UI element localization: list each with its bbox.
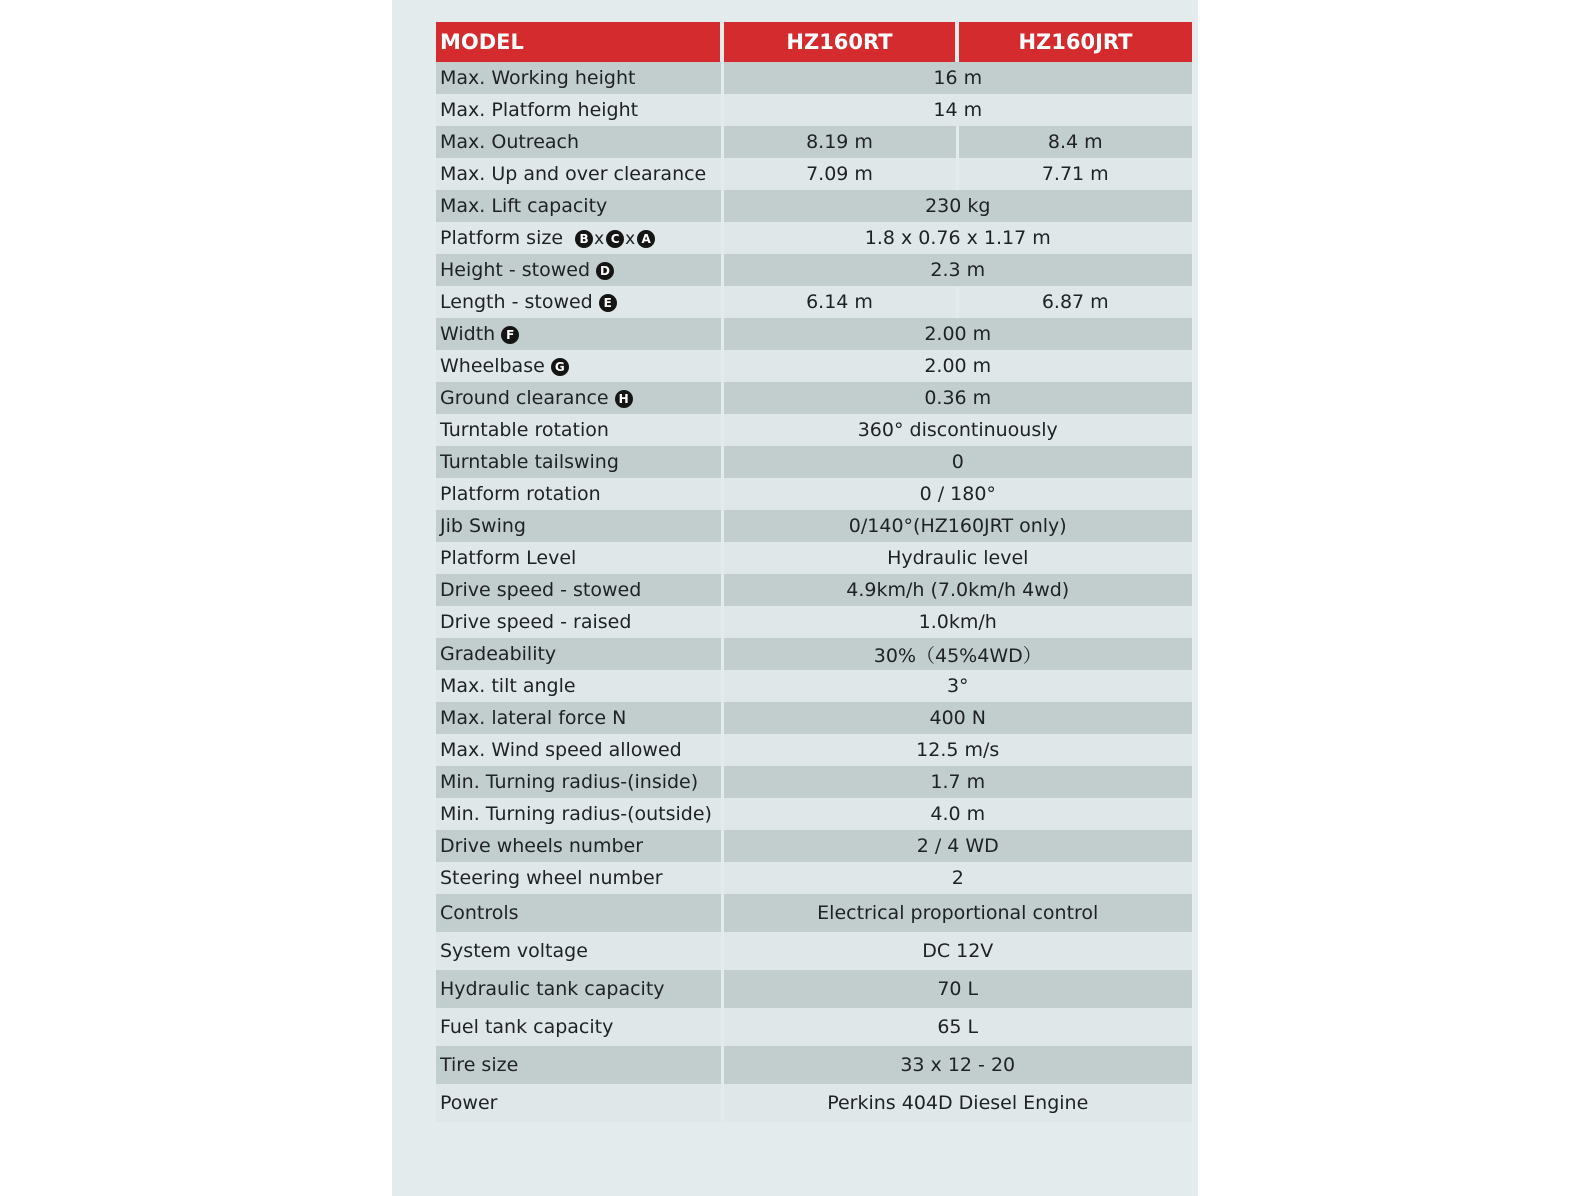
header-model-hz160jrt: HZ160JRT (957, 22, 1192, 62)
row-label: Tire size (436, 1046, 722, 1084)
table-row (436, 734, 1192, 766)
row-value: 1.0km/h (722, 606, 1192, 638)
table-row (436, 222, 1192, 254)
table-row (436, 510, 1192, 542)
row-label: Turntable tailswing (436, 446, 722, 478)
h-badge: H (615, 390, 633, 408)
table-row (436, 126, 1192, 158)
row-value: 2.3 m (722, 254, 1192, 286)
row-label: Turntable rotation (436, 414, 722, 446)
row-value: 65 L (722, 1008, 1192, 1046)
table-row (436, 542, 1192, 574)
row-value: 4.9km/h (7.0km/h 4wd) (722, 574, 1192, 606)
row-label: Platform Level (436, 542, 722, 574)
table-row (436, 574, 1192, 606)
row-label: Hydraulic tank capacity (436, 970, 722, 1008)
row-value: 4.0 m (722, 798, 1192, 830)
table-row (436, 286, 1192, 318)
row-label: Drive speed - stowed (436, 574, 722, 606)
row-value: 360° discontinuously (722, 414, 1192, 446)
table-row (436, 94, 1192, 126)
row-label: Max. Platform height (436, 94, 722, 126)
table-row (436, 1084, 1192, 1122)
row-label: Jib Swing (436, 510, 722, 542)
row-label: Power (436, 1084, 722, 1122)
row-label-cell (436, 222, 722, 254)
row-label: Drive wheels number (436, 830, 722, 862)
table-row (436, 932, 1192, 970)
row-value: 2 (722, 862, 1192, 894)
row-label: Min. Turning radius-(inside) (436, 766, 722, 798)
table-row (436, 606, 1192, 638)
row-label: Gradeability (436, 638, 722, 670)
table-row (436, 158, 1192, 190)
row-value: 400 N (722, 702, 1192, 734)
b-badge: B (575, 230, 593, 248)
row-label: Wheelbase (440, 355, 545, 377)
row-value-hz160rt: 8.19 m (722, 126, 957, 158)
row-label: Platform rotation (436, 478, 722, 510)
header-model: MODEL (436, 22, 722, 62)
table-row (436, 414, 1192, 446)
row-value: 2.00 m (722, 350, 1192, 382)
row-label: Fuel tank capacity (436, 1008, 722, 1046)
row-value-hz160rt: 6.14 m (722, 286, 957, 318)
table-row (436, 382, 1192, 414)
header-row (436, 22, 1192, 62)
table-row (436, 318, 1192, 350)
row-value: 0/140°(HZ160JRT only) (722, 510, 1192, 542)
table-row (436, 970, 1192, 1008)
row-value: 3° (722, 670, 1192, 702)
row-label: Max. lateral force N (436, 702, 722, 734)
row-value: 0.36 m (722, 382, 1192, 414)
table-row (436, 830, 1192, 862)
table-row (436, 638, 1192, 670)
row-value: 33 x 12 - 20 (722, 1046, 1192, 1084)
row-label-cell (436, 382, 722, 414)
table-row (436, 1008, 1192, 1046)
row-label: System voltage (436, 932, 722, 970)
row-value: DC 12V (722, 932, 1192, 970)
times-separator: x (625, 228, 636, 249)
row-label: Height - stowed (440, 259, 591, 281)
row-label: Ground clearance (440, 387, 609, 409)
table-row (436, 894, 1192, 932)
row-value-hz160jrt: 7.71 m (957, 158, 1192, 190)
row-label: Max. Wind speed allowed (436, 734, 722, 766)
row-label: Drive speed - raised (436, 606, 722, 638)
row-value: 14 m (722, 94, 1192, 126)
header-model-hz160rt: HZ160RT (722, 22, 957, 62)
row-value: Hydraulic level (722, 542, 1192, 574)
row-value: 2.00 m (722, 318, 1192, 350)
a-badge: A (637, 230, 655, 248)
row-value: Perkins 404D Diesel Engine (722, 1084, 1192, 1122)
table-row (436, 350, 1192, 382)
row-label-cell (436, 286, 722, 318)
row-value: 16 m (722, 62, 1192, 94)
row-value: 230 kg (722, 190, 1192, 222)
row-label: Controls (436, 894, 722, 932)
f-badge: F (501, 326, 519, 344)
row-value: 2 / 4 WD (722, 830, 1192, 862)
row-value-hz160rt: 7.09 m (722, 158, 957, 190)
row-value: 0 / 180° (722, 478, 1192, 510)
table-row (436, 798, 1192, 830)
row-value: 0 (722, 446, 1192, 478)
row-value: Electrical proportional control (722, 894, 1192, 932)
row-value-hz160jrt: 6.87 m (957, 286, 1192, 318)
table-row (436, 478, 1192, 510)
table-row (436, 1046, 1192, 1084)
row-label: Max. Up and over clearance (436, 158, 722, 190)
row-label-cell (436, 318, 722, 350)
e-badge: E (599, 294, 617, 312)
spec-table (436, 22, 1192, 1122)
g-badge: G (551, 358, 569, 376)
row-value: 1.8 x 0.76 x 1.17 m (722, 222, 1192, 254)
row-label: Steering wheel number (436, 862, 722, 894)
row-value: 70 L (722, 970, 1192, 1008)
table-row (436, 862, 1192, 894)
table-row (436, 62, 1192, 94)
row-value-hz160jrt: 8.4 m (957, 126, 1192, 158)
row-label: Width (440, 323, 496, 345)
c-badge: C (606, 230, 624, 248)
table-row (436, 766, 1192, 798)
table-row (436, 446, 1192, 478)
row-label: Length - stowed (440, 291, 593, 313)
row-label: Max. tilt angle (436, 670, 722, 702)
d-badge: D (596, 262, 614, 280)
row-label-cell (436, 254, 722, 286)
row-label: Max. Working height (436, 62, 722, 94)
row-label: Max. Lift capacity (436, 190, 722, 222)
row-value: 12.5 m/s (722, 734, 1192, 766)
row-value: 1.7 m (722, 766, 1192, 798)
times-separator: x (594, 228, 605, 249)
table-row (436, 670, 1192, 702)
row-value: 30%（45%4WD） (722, 638, 1192, 670)
row-label: Min. Turning radius-(outside) (436, 798, 722, 830)
table-row (436, 702, 1192, 734)
table-row (436, 190, 1192, 222)
row-label: Max. Outreach (436, 126, 722, 158)
row-label: Platform size (440, 227, 564, 249)
spec-sheet (392, 0, 1198, 1196)
table-row (436, 254, 1192, 286)
row-label-cell (436, 350, 722, 382)
